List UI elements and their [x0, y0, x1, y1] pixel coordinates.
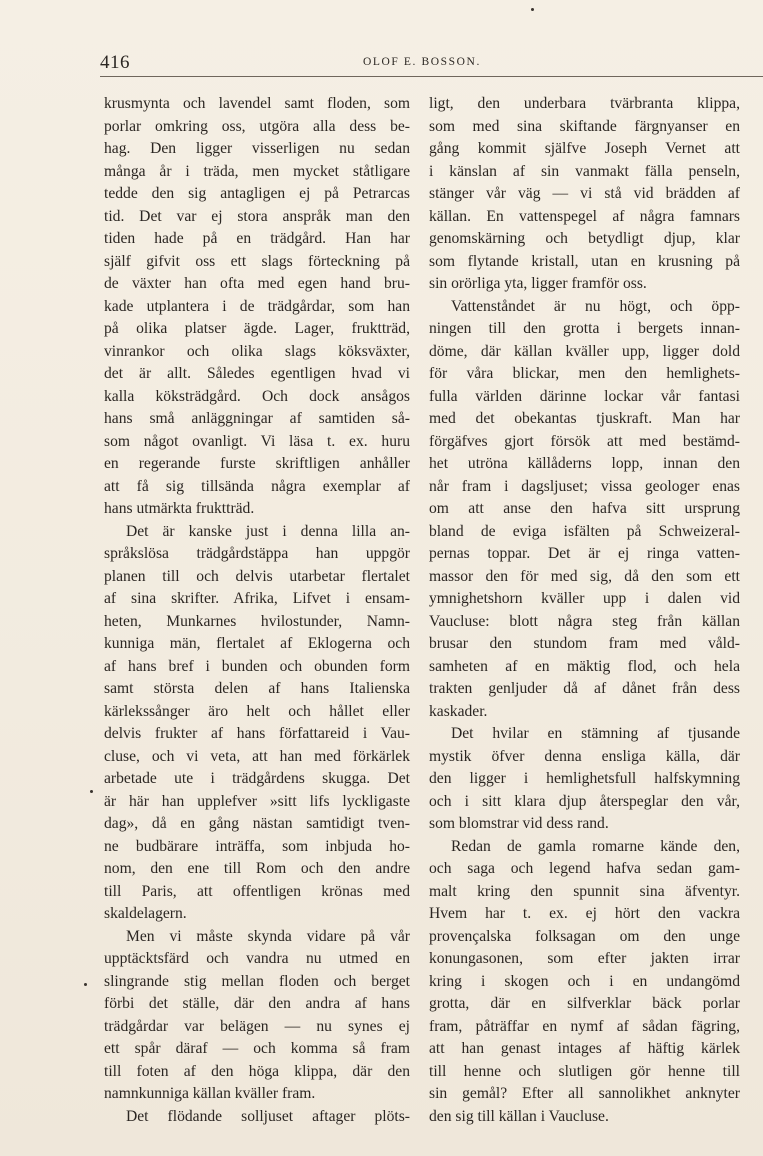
paper-speck [531, 8, 534, 11]
text-line: når fram i dagsljuset; vissa geologer enas [429, 477, 740, 495]
text-line: ett spår däraf — och komma så fram [104, 1040, 410, 1057]
page-header [100, 52, 762, 74]
text-line: slingrande stig mellan floden och berget [104, 972, 410, 990]
text-line: grotta, där en silfverklar bäck porlar [429, 995, 740, 1012]
text-line: genomskärning och betydligt djup, klar [429, 230, 740, 247]
text-line: det är allt. Således egentligen hvad vi [104, 365, 410, 382]
text-line: om att anse den hafva sitt ursprung [429, 500, 740, 517]
text-line: hans utmärkta fruktträd. [104, 500, 255, 517]
text-line: Hvem har t. ex. ej hört den vackra [429, 905, 740, 922]
text-line: fulla världen därinne lockar vår fantasi [429, 387, 740, 405]
paper-speck [84, 983, 87, 986]
text-line: ymnighetshorn kväller upp i dalen vid [429, 590, 740, 607]
paper-speck [90, 790, 93, 793]
text-line: Vaucluse: blott några steg från källan [429, 612, 740, 630]
text-line: samt största delen af hans Italienska [104, 680, 410, 697]
text-line: cluse, och vi veta, att han med förkärlek [104, 747, 410, 765]
text-line: förbi det ställe, där den andra af hans [104, 995, 410, 1012]
text-line: Redan de gamla romarne kände den, [451, 837, 740, 855]
text-line: skaldelagern. [104, 905, 187, 922]
text-line: het utröna källåderns lopp, innan den [429, 455, 740, 472]
text-line: kärlekssånger äro helt och hållet eller [104, 702, 410, 720]
text-line: kade utplantera i de trädgårdar, som han [104, 297, 410, 315]
text-line: till henne och slutligen gör henne till [429, 1062, 740, 1080]
text-line: kring i skogen och i en undangömd [429, 972, 740, 990]
text-line: som flytande kristall, utan en krusning på [429, 252, 740, 270]
text-line: kunniga män, flertalet af Eklogerna och [104, 635, 410, 652]
text-line: och saga och legend hafva sedan gam- [429, 860, 740, 877]
header-rule [100, 76, 763, 77]
text-line: planen till och delvis utarbetar flertalet [104, 567, 410, 585]
text-line: sin gemål? Efter all sannolikhet anknyter [429, 1085, 740, 1102]
text-line: delvis frukter af hans författareid i Vau- [104, 725, 410, 742]
text-line: till foten af den höga klippa, där den [104, 1062, 410, 1080]
text-line: Vattenståndet är nu högt, och öpp- [451, 297, 740, 315]
text-line: mystik öfver denna ensliga källa, där [429, 747, 740, 765]
text-line: samheten af en mäktig flod, och hela [429, 657, 740, 675]
text-line: nom, den ene till Rom och den andre [104, 860, 410, 877]
text-line: språkslösa trädgårdstäppa han uppgör [104, 545, 410, 562]
text-line: stänger vår väg — vi stå vid brädden af [429, 185, 740, 202]
text-line: som med sina skiftande färgnyanser en [429, 117, 740, 135]
text-line: arbetade ute i trädgårdens skugga. Det [104, 770, 410, 787]
text-line: kalla köksträdgård. Och dock ansågos [104, 387, 410, 405]
text-line: trädgårdar var belägen — nu synes ej [104, 1017, 410, 1035]
text-line: namnkunniga källan kväller fram. [104, 1085, 316, 1102]
text-line: tid. Det var ej stora anspråk man den [104, 207, 410, 225]
text-line: trakten genljuder då af dånet från dess [429, 680, 740, 697]
text-line: döme, där källan kväller upp, ligger dold [429, 342, 740, 360]
right-text-column [429, 93, 740, 1128]
text-line: att han genast intages af häftig kärlek [429, 1040, 740, 1057]
text-line: pernas toppar. Det är ej ringa vatten- [429, 545, 740, 562]
text-line: som blomstrar vid dess rand. [429, 815, 609, 832]
text-line: många år i träda, men mycket ståtligare [104, 162, 410, 180]
text-line: Det är kanske just i denna lilla an- [126, 522, 410, 540]
text-line: och i sitt klara djup återspeglar den vår, [429, 792, 740, 810]
text-line: ningen till den grotta i bergets innan- [429, 320, 740, 337]
text-line: dag», då en gång nästan samtidigt tven- [104, 815, 410, 832]
text-line: vinrankor och olika slags köksväxter, [104, 342, 410, 360]
text-line: hag. Den ligger visserligen nu sedan [104, 140, 410, 157]
text-line: hans små anläggningar af samtiden så- [104, 410, 410, 427]
text-line: de växter han ofta med egen hand bru- [104, 275, 410, 292]
text-line: konungasonen, som efter jakten irrar [429, 950, 740, 967]
text-line: kaskader. [429, 702, 488, 720]
text-line: Det flödande solljuset aftager plöts- [126, 1107, 410, 1125]
text-line: en regerande furste skriftligen anhåller [104, 455, 410, 472]
text-line: brusar den stundom fram med våld- [429, 635, 740, 652]
text-line: massor den för med sig, då den som ett [429, 567, 740, 585]
text-line: heten, Munkarnes hvilostunder, Namn- [104, 612, 410, 630]
page-number: 416 [100, 52, 130, 73]
text-line: den ligger i hemlighetsfull halfskymning [429, 770, 740, 787]
text-line: med det obekantas tjuskraft. Man har [429, 410, 740, 427]
text-line: af sina skrifter. Afrika, Lifvet i ensam- [104, 590, 410, 607]
text-line: Men vi måste skynda vidare på vår [126, 927, 410, 945]
text-line: sin orörliga yta, ligger framför oss. [429, 275, 647, 292]
text-line: den sig till källan i Vaucluse. [429, 1107, 609, 1125]
text-line: som något ovanligt. Vi läsa t. ex. huru [104, 432, 410, 450]
text-line: malt kring den spunnit sina äfventyr. [429, 882, 740, 900]
text-line: af hans bref i bunden och obunden form [104, 657, 410, 675]
text-line: krusmynta och lavendel samt floden, som [104, 95, 410, 112]
text-line: Det hvilar en stämning af tjusande [451, 725, 740, 742]
text-line: fram, påträffar en nymf af sådan fägring, [429, 1017, 740, 1035]
text-line: till Paris, att offentligen krönas med [104, 882, 410, 900]
text-line: tedde den sig antagligen ej på Petrarcas [104, 185, 410, 202]
text-line: provençalska folksagan om den unge [429, 927, 740, 945]
text-line: källan. En vattenspegel af några famnars [429, 207, 740, 225]
text-line: på olika platser ägde. Lager, fruktträd, [104, 320, 410, 337]
text-line: själf gifvit oss ett slags förteckning på [104, 252, 410, 270]
text-line: porlar omkring oss, utgöra alla dess be- [104, 117, 410, 135]
text-line: i känslan af sin vanmakt fälla penseln, [429, 162, 740, 180]
running-head: OLOF E. BOSSON. [363, 56, 481, 68]
text-line: är här han upplefver »sitt lifs lyckligaste [104, 792, 410, 810]
text-line: upptäcktsfärd och vandra nu utmed en [104, 950, 410, 967]
text-line: tiden hade på en trädgård. Han har [104, 230, 410, 247]
text-line: ne budbärare inträffa, som inbjuda ho- [104, 837, 410, 855]
text-line: för våra blickar, men den hemlighets- [429, 365, 740, 382]
left-text-column [104, 93, 410, 1128]
text-line: gång kommit själfve Joseph Vernet att [429, 140, 740, 157]
text-line: att få sig tillsända några exemplar af [104, 477, 410, 495]
text-line: ligt, den underbara tvärbranta klippa, [429, 95, 740, 112]
text-line: förgäfves gjort försök att med bestämd- [429, 432, 740, 450]
text-line: bland de eviga isfälten på Schweizeral- [429, 522, 740, 540]
